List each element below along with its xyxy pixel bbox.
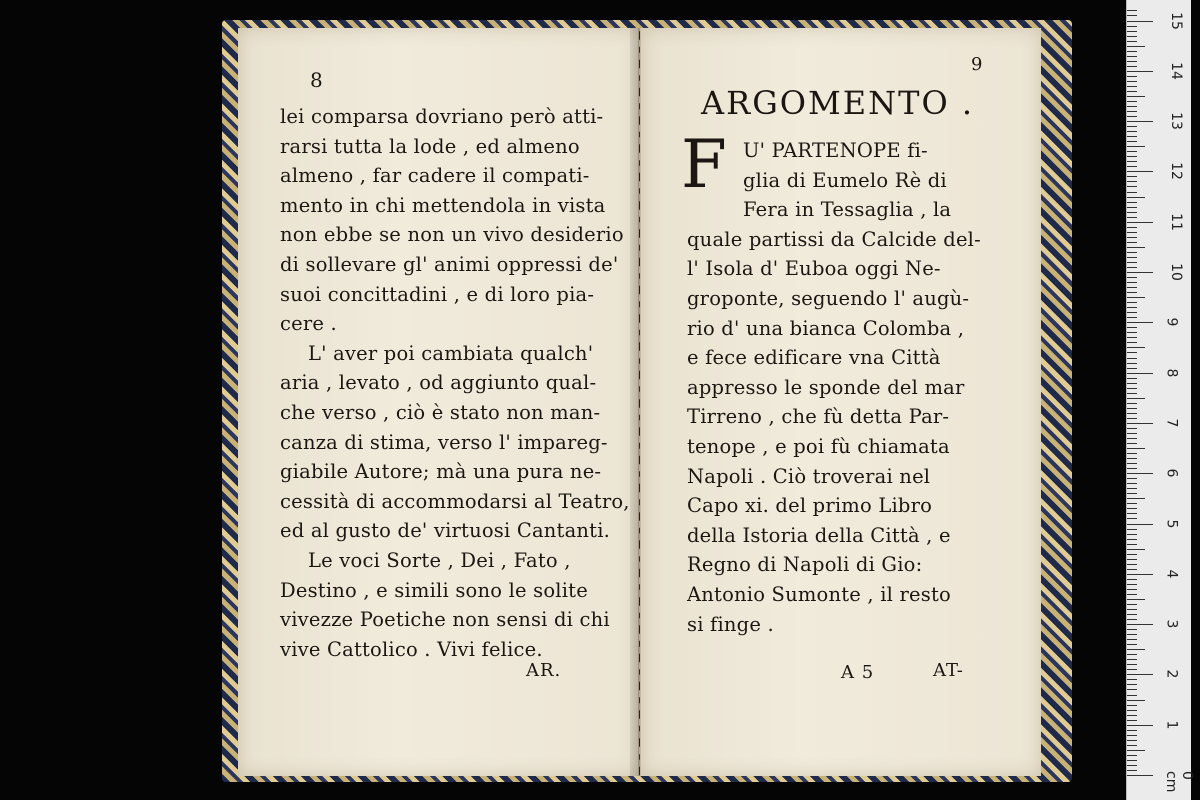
page-heading: ARGOMENTO . (701, 84, 975, 122)
ruler-tick (1127, 302, 1137, 303)
ruler-tick (1127, 292, 1137, 293)
ruler-tick (1127, 544, 1137, 545)
ruler-tick (1127, 363, 1137, 364)
ruler-tick (1127, 312, 1137, 313)
page-number-right: 9 (971, 54, 983, 75)
ruler-tick (1127, 448, 1145, 449)
text-line: e fece edificare vna Città (687, 346, 941, 370)
signature-mark: A 5 (841, 662, 875, 683)
ruler-tick (1127, 508, 1137, 509)
ruler-tick (1127, 121, 1153, 122)
text-line: lei comparsa dovriano però atti- (280, 105, 604, 128)
ruler-tick (1127, 483, 1137, 484)
ruler-tick (1127, 609, 1137, 610)
ruler-label: 12 (1167, 162, 1184, 181)
ruler-tick (1127, 639, 1137, 640)
drop-cap: F (681, 126, 727, 203)
ruler-tick (1127, 272, 1153, 273)
ruler-tick (1127, 529, 1137, 530)
text-line: vivezze Poetiche non sensi di chi (280, 608, 610, 632)
ruler-tick (1127, 227, 1137, 228)
ruler-tick (1127, 91, 1137, 92)
ruler-label: 1 (1163, 720, 1180, 730)
ruler-label: 7 (1163, 418, 1180, 428)
text-line: si finge . (687, 612, 774, 636)
ruler-tick (1127, 403, 1137, 404)
ruler-label: 2 (1163, 669, 1180, 679)
text-line: giabile Autore; mà una pura ne- (280, 460, 602, 484)
ruler-tick (1127, 398, 1145, 399)
ruler-tick (1127, 71, 1153, 72)
text-line: Tirreno , che fù detta Par- (687, 405, 950, 429)
ruler-tick (1127, 368, 1137, 369)
ruler-tick (1127, 86, 1137, 87)
left-page-text (280, 102, 630, 664)
ruler-tick (1127, 96, 1145, 97)
ruler-tick (1127, 383, 1137, 384)
text-line: Antonio Sumonte , il resto (687, 582, 951, 606)
ruler-tick (1127, 342, 1137, 343)
ruler-tick (1127, 408, 1137, 409)
ruler-tick (1127, 10, 1137, 11)
text-line: non ebbe se non un vivo desiderio (280, 223, 624, 247)
ruler-tick (1127, 775, 1153, 776)
ruler-tick (1127, 438, 1137, 439)
ruler-label: 13 (1167, 112, 1184, 131)
ruler-tick (1127, 735, 1137, 736)
ruler-tick (1127, 242, 1137, 243)
ruler-tick (1127, 327, 1137, 328)
ruler-tick (1127, 232, 1137, 233)
ruler-tick (1127, 755, 1137, 756)
ruler-tick (1127, 267, 1137, 268)
text-line: della Istoria della Città , e (687, 523, 951, 547)
ruler-tick (1127, 574, 1153, 575)
ruler-label: 5 (1163, 519, 1180, 528)
ruler-tick (1127, 614, 1137, 615)
ruler-tick (1127, 26, 1137, 27)
ruler-tick (1127, 418, 1137, 419)
ruler-tick (1127, 695, 1137, 696)
text-line: rarsi tutta la lode , ed almeno (280, 134, 580, 158)
ruler-tick (1127, 413, 1137, 414)
text-line: U' PARTENOPE fi- (743, 139, 928, 162)
ruler-tick (1127, 725, 1153, 726)
ruler-tick (1127, 599, 1145, 600)
ruler-tick (1127, 428, 1137, 429)
ruler-tick (1127, 679, 1137, 680)
text-line: vive Cattolico . Vivi felice. (280, 637, 543, 661)
ruler-tick (1127, 584, 1137, 585)
ruler-tick (1127, 66, 1137, 67)
ruler-tick (1127, 76, 1137, 77)
ruler-tick (1127, 604, 1137, 605)
ruler-tick (1127, 619, 1137, 620)
ruler-tick (1127, 186, 1137, 187)
ruler-tick (1127, 207, 1137, 208)
ruler-tick (1127, 166, 1137, 167)
ruler-tick (1127, 453, 1137, 454)
ruler-tick (1127, 549, 1145, 550)
ruler-tick (1127, 720, 1137, 721)
ruler-tick (1127, 654, 1137, 655)
ruler-tick (1127, 458, 1137, 459)
ruler-tick (1127, 36, 1137, 37)
text-line: cessità di accommodarsi al Teatro, (280, 489, 630, 513)
text-line: Capo xi. del primo Libro (687, 494, 933, 518)
ruler-tick (1127, 745, 1137, 746)
ruler-tick (1127, 136, 1137, 137)
ruler-tick (1127, 710, 1137, 711)
ruler-tick (1127, 297, 1145, 298)
text-line: Napoli . Ciò troverai nel (687, 464, 931, 488)
ruler-tick (1127, 56, 1137, 57)
ruler-tick (1127, 141, 1137, 142)
ruler-tick (1127, 750, 1145, 751)
ruler-label: 11 (1167, 212, 1184, 231)
ruler-tick (1127, 579, 1137, 580)
text-line: ed al gusto de' virtuosi Cantanti. (280, 519, 611, 543)
ruler-tick (1127, 498, 1145, 499)
ruler-tick (1127, 715, 1137, 716)
ruler-tick (1127, 126, 1137, 127)
ruler-tick (1127, 669, 1137, 670)
ruler-tick (1127, 689, 1137, 690)
ruler-label: 15 (1167, 11, 1184, 30)
ruler-tick (1127, 634, 1137, 635)
ruler-tick (1127, 478, 1137, 479)
ruler-tick (1127, 212, 1137, 213)
ruler-tick (1127, 41, 1137, 42)
left-page (238, 28, 639, 776)
text-line: Destino , e simili sono le solite (280, 578, 588, 602)
text-line: groponte, seguendo l' augù- (687, 286, 970, 310)
ruler-tick (1127, 176, 1137, 177)
ruler-tick (1127, 554, 1137, 555)
ruler-tick (1127, 534, 1137, 535)
ruler-tick (1127, 332, 1137, 333)
text-line: glia di Eumelo Rè di (743, 168, 947, 192)
ruler-tick (1127, 559, 1137, 560)
ruler-tick (1127, 388, 1137, 389)
text-line: suoi concittadini , e di loro pia- (280, 282, 595, 306)
right-page (640, 28, 1041, 776)
ruler-tick (1127, 46, 1145, 47)
ruler-tick (1127, 21, 1153, 22)
right-page-text (687, 136, 1007, 639)
text-line: L' aver poi cambiata qualch' (308, 341, 594, 365)
ruler-tick (1127, 15, 1137, 16)
ruler-tick (1127, 111, 1137, 112)
ruler-label: 8 (1163, 368, 1180, 378)
ruler-tick (1127, 358, 1137, 359)
ruler-tick (1127, 594, 1137, 595)
ruler-tick (1127, 197, 1145, 198)
ruler-tick (1127, 770, 1137, 771)
ruler-label: 3 (1163, 619, 1180, 629)
ruler-tick (1127, 589, 1137, 590)
text-line: di sollevare gl' animi oppressi de' (280, 252, 619, 276)
ruler-tick (1127, 307, 1137, 308)
ruler-tick (1127, 116, 1137, 117)
ruler-tick (1127, 352, 1137, 353)
ruler-tick (1127, 664, 1137, 665)
ruler-tick (1127, 493, 1137, 494)
ruler-tick (1127, 217, 1137, 218)
ruler-tick (1127, 524, 1153, 525)
text-line: cere . (280, 312, 337, 336)
ruler-tick (1127, 423, 1153, 424)
ruler-tick (1127, 378, 1137, 379)
ruler-tick (1127, 287, 1137, 288)
ruler-tick (1127, 468, 1137, 469)
ruler-tick (1127, 765, 1137, 766)
ruler-tick (1127, 202, 1137, 203)
ruler-tick (1127, 131, 1137, 132)
text-line: Fera in Tessaglia , la (743, 198, 952, 222)
ruler-tick (1127, 282, 1137, 283)
ruler-tick (1127, 659, 1137, 660)
ruler-tick (1127, 740, 1137, 741)
ruler-label: 0 cm (1163, 771, 1195, 793)
ruler-tick (1127, 247, 1145, 248)
text-line: mento in chi mettendola in vista (280, 193, 606, 217)
ruler-tick (1127, 463, 1137, 464)
ruler-tick (1127, 649, 1145, 650)
ruler-tick (1127, 337, 1137, 338)
ruler-tick (1127, 222, 1153, 223)
text-line: quale partissi da Calcide del- (687, 227, 981, 251)
ruler-tick (1127, 473, 1153, 474)
ruler-tick (1127, 101, 1137, 102)
ruler-tick (1127, 393, 1137, 394)
text-line: che verso , ciò è stato non man- (280, 400, 601, 424)
ruler-tick (1127, 277, 1137, 278)
ruler-tick (1127, 237, 1137, 238)
ruler-tick (1127, 629, 1137, 630)
catchword-right: AT- (933, 660, 964, 681)
ruler-label: 14 (1167, 61, 1184, 80)
text-line: tenope , e poi fù chiamata (687, 434, 950, 458)
ruler-tick (1127, 161, 1137, 162)
ruler-tick (1127, 624, 1153, 625)
ruler-tick (1127, 151, 1137, 152)
ruler-label: 9 (1163, 317, 1180, 327)
ruler-tick (1127, 252, 1137, 253)
measuring-ruler (1126, 0, 1195, 800)
ruler-tick (1127, 322, 1153, 323)
ruler-tick (1127, 181, 1137, 182)
ruler-tick (1127, 106, 1137, 107)
ruler-tick (1127, 373, 1153, 374)
ruler-tick (1127, 730, 1137, 731)
ruler-tick (1127, 156, 1137, 157)
ruler-tick (1127, 61, 1137, 62)
catchword-left: AR. (526, 660, 562, 681)
ruler-tick (1127, 51, 1137, 52)
ruler-tick (1127, 171, 1153, 172)
ruler-tick (1127, 518, 1137, 519)
text-line: appresso le sponde del mar (687, 375, 965, 399)
ruler-tick (1127, 257, 1137, 258)
text-line: almeno , far cadere il compati- (280, 164, 590, 188)
ruler-tick (1127, 192, 1137, 193)
text-line: l' Isola d' Euboa oggi Ne- (687, 257, 941, 281)
ruler-tick (1127, 760, 1137, 761)
ruler-tick (1127, 81, 1137, 82)
ruler-label: 10 (1167, 263, 1184, 281)
ruler-tick (1127, 569, 1137, 570)
ruler-tick (1127, 347, 1145, 348)
ruler-tick (1127, 644, 1137, 645)
ruler-tick (1127, 31, 1137, 32)
ruler-tick (1127, 317, 1137, 318)
ruler-tick (1127, 684, 1137, 685)
ruler-label: 6 (1163, 468, 1180, 478)
text-line: Le voci Sorte , Dei , Fato , (308, 548, 571, 572)
text-line: aria , levato , od aggiunto qual- (280, 371, 597, 395)
text-line: Regno di Napoli di Gio: (687, 553, 923, 577)
ruler-tick (1127, 674, 1153, 675)
ruler-label: 4 (1163, 569, 1180, 579)
ruler-tick (1127, 503, 1137, 504)
text-line: rio d' una bianca Colomba , (687, 316, 965, 340)
ruler-tick (1127, 146, 1145, 147)
ruler-tick (1127, 705, 1137, 706)
ruler-tick (1127, 539, 1137, 540)
ruler-tick (1127, 443, 1137, 444)
ruler-tick (1127, 433, 1137, 434)
ruler-tick (1127, 564, 1137, 565)
ruler-tick (1127, 262, 1137, 263)
ruler-tick (1127, 513, 1137, 514)
page-number-left: 8 (310, 68, 323, 92)
ruler-tick (1127, 700, 1145, 701)
text-line: canza di stima, verso l' impareg- (280, 430, 608, 454)
ruler-tick (1127, 488, 1137, 489)
